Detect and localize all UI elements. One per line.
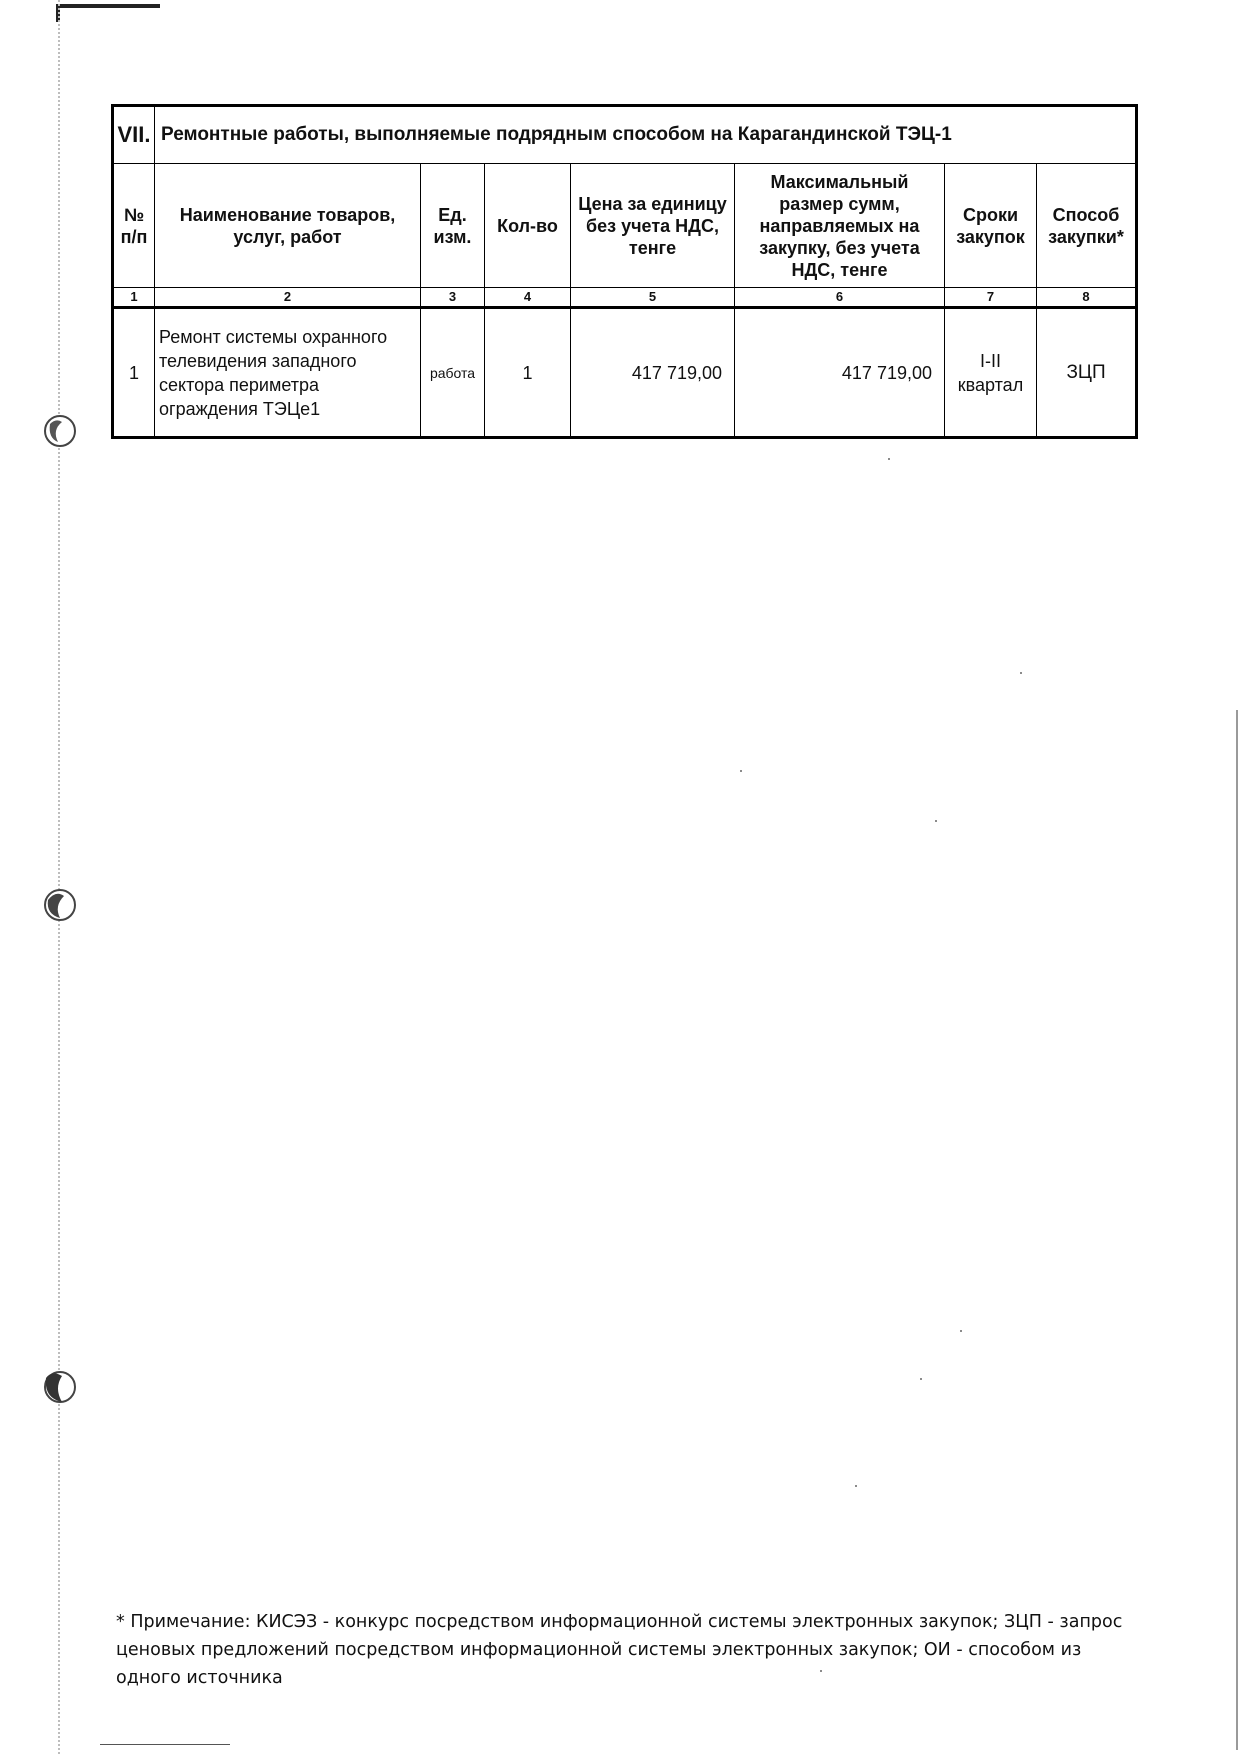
header-period: Сроки закупок xyxy=(945,164,1037,288)
column-number: 1 xyxy=(113,288,155,308)
section-number: VII. xyxy=(113,106,155,164)
row-qty: 1 xyxy=(485,308,571,438)
header-row xyxy=(113,164,1137,288)
header-max-amount: Максимальный размер сумм, направляемых на закупку, без учета НДС, тенге xyxy=(735,164,945,288)
header-unit-price: Цена за единицу без учета НДС, тенге xyxy=(571,164,735,288)
punch-hole-icon xyxy=(42,886,78,924)
footnote: * Примечание: КИСЭЗ - конкурс посредством информационной системы электронных закупок; ЗЦП - запрос ценовых предложений посредством информационной системы электронных закупок; ОИ - способом из одного источника xyxy=(116,1612,1123,1688)
column-number: 3 xyxy=(421,288,485,308)
scan-right-edge xyxy=(1236,710,1238,1750)
purchase-plan-table xyxy=(111,104,1138,439)
punch-hole-icon xyxy=(42,412,78,450)
scan-speck xyxy=(960,1330,962,1332)
table-row xyxy=(113,308,1137,438)
header-num: № п/п xyxy=(113,164,155,288)
scan-speck xyxy=(888,458,890,460)
scan-speck xyxy=(935,820,937,822)
header-name: Наименование товаров, услуг, работ xyxy=(155,164,421,288)
header-method: Способ закупки* xyxy=(1037,164,1137,288)
row-num: 1 xyxy=(113,308,155,438)
column-number: 6 xyxy=(735,288,945,308)
scan-bottom-line xyxy=(100,1744,230,1745)
row-name: Ремонт системы охранного телевидения западного сектора периметра ограждения ТЭЦе1 xyxy=(155,308,421,438)
column-number: 2 xyxy=(155,288,421,308)
scan-left-edge xyxy=(58,0,60,1754)
section-title: Ремонтные работы, выполняемые подрядным способом на Карагандинской ТЭЦ-1 xyxy=(155,106,1137,164)
row-unit-price: 417 719,00 xyxy=(571,308,735,438)
punch-hole-icon xyxy=(42,1368,78,1406)
column-number: 5 xyxy=(571,288,735,308)
row-period: I-II квартал xyxy=(945,308,1037,438)
scan-speck xyxy=(740,770,742,772)
column-number: 7 xyxy=(945,288,1037,308)
scan-speck xyxy=(855,1485,857,1487)
section-row xyxy=(113,106,1137,164)
row-unit: работа xyxy=(421,308,485,438)
scan-corner-mark xyxy=(56,4,160,22)
header-qty: Кол-во xyxy=(485,164,571,288)
column-number-row xyxy=(113,288,1137,308)
scan-speck xyxy=(920,1378,922,1380)
column-number: 4 xyxy=(485,288,571,308)
header-unit: Ед. изм. xyxy=(421,164,485,288)
scan-speck xyxy=(1020,672,1022,674)
column-number: 8 xyxy=(1037,288,1137,308)
row-method: ЗЦП xyxy=(1037,308,1137,438)
row-max-amount: 417 719,00 xyxy=(735,308,945,438)
